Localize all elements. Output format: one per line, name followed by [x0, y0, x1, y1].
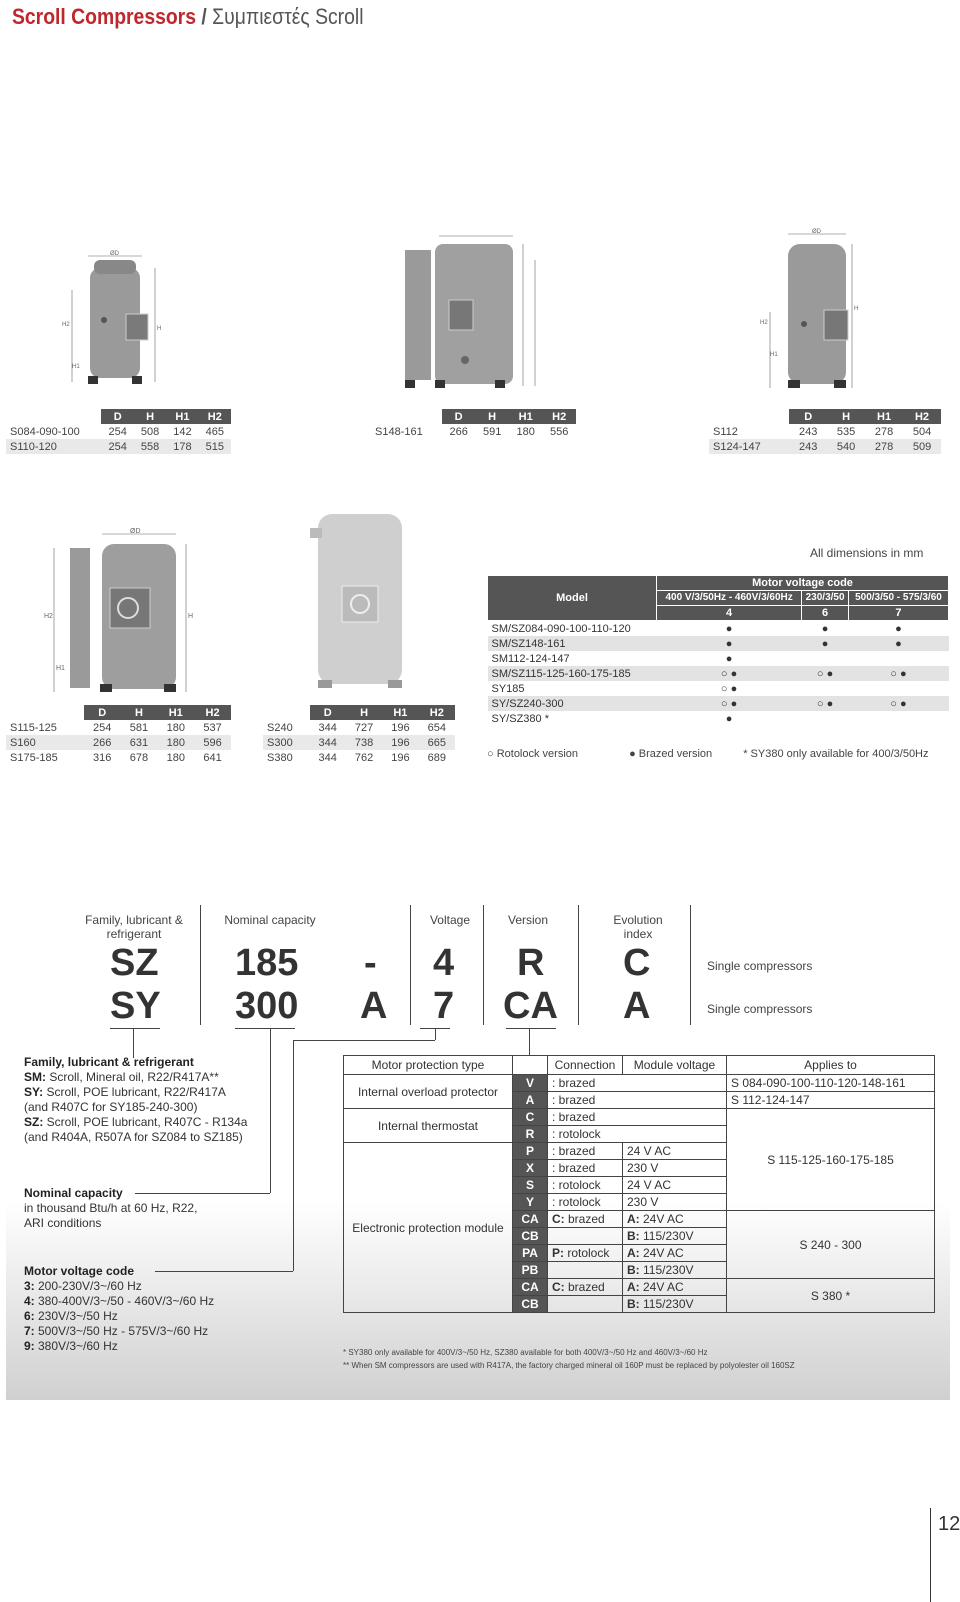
value-cell: 196: [382, 735, 418, 750]
table-row: [488, 681, 949, 696]
model-cell: S380: [267, 751, 293, 764]
header-voltage: Voltage: [429, 913, 471, 927]
value-cell: 631: [121, 735, 158, 750]
availability-cell: ●: [848, 636, 948, 651]
table-row: [488, 636, 949, 651]
connection-cell: : brazed: [548, 1143, 623, 1160]
version-code: CB: [513, 1296, 548, 1313]
value-cell: 665: [419, 735, 455, 750]
value-cell: 641: [203, 751, 222, 764]
connector-line: [270, 1028, 271, 1193]
col-header: 400 V/3/50Hz - 460V/3/60Hz: [657, 591, 802, 606]
availability-cell: [848, 711, 948, 726]
table-row: [709, 424, 941, 439]
family-explanation: [24, 1055, 247, 1145]
page-title: [12, 4, 364, 30]
col-header: D: [84, 705, 121, 720]
code-voltage-2: 7: [433, 985, 455, 1027]
version-code: PB: [513, 1262, 548, 1279]
header-family: Family, lubricant & refrigerant: [85, 913, 183, 941]
compressor-drawing-2: [395, 230, 545, 400]
model-cell: S175-185: [10, 751, 58, 764]
applies-cell: S 380 *: [727, 1279, 935, 1313]
legend-brazed: ● Brazed version: [629, 748, 713, 760]
code-version-1: R: [517, 942, 545, 984]
value-cell: 278: [874, 425, 894, 438]
voltage-group-header: Motor voltage code: [657, 576, 949, 591]
value-cell: 689: [427, 751, 446, 764]
drawing-label: ØD: [110, 251, 119, 257]
page-number-divider: [930, 1508, 931, 1602]
availability-cell: ○ ●: [720, 682, 738, 695]
compressor-drawing-4: [40, 528, 200, 703]
availability-cell: ○ ●: [848, 696, 948, 711]
footnote-1: * SY380 only available for 400V/3~/50 Hz, SZ380 available for both 400V/3~/50 Hz and 460V/3~/60 Hz: [343, 1348, 708, 1357]
connector-line: [293, 1040, 435, 1041]
drawing-label: H: [188, 613, 194, 620]
col-header: H1: [509, 409, 543, 424]
col-header: H1: [157, 705, 194, 720]
capacity-line: in thousand Btu/h at 60 Hz, R22,: [24, 1201, 198, 1215]
table-row: [371, 424, 576, 439]
connector-line: [110, 1028, 160, 1029]
version-code: PA: [513, 1245, 548, 1262]
title-separator: /: [201, 4, 207, 29]
compressor-drawing-1: [60, 250, 170, 400]
model-cell: SM/SZ148-161: [488, 636, 657, 651]
drawing-label: H1: [72, 364, 80, 370]
version-code: A: [513, 1092, 548, 1109]
availability-cell: [802, 651, 849, 666]
model-cell: SM112-124-147: [491, 652, 570, 665]
footnote-2: ** When SM compressors are used with R417A, the factory charged mineral oil 160P must be replaced by polyolester oil 160SZ: [343, 1361, 795, 1370]
table-header-row: [6, 705, 231, 720]
connection-cell: : brazed: [548, 1092, 727, 1109]
dimension-table-4: [6, 705, 231, 765]
table-row: [344, 1075, 935, 1092]
version-code: CB: [513, 1228, 548, 1245]
model-cell: SY185: [491, 682, 525, 695]
code-capacity-2: 300: [235, 985, 299, 1027]
table-header-row: [6, 409, 231, 424]
connector-line: [293, 1040, 294, 1271]
connection-cell: P: rotolock: [548, 1245, 623, 1262]
col-header: D: [310, 705, 346, 720]
value-cell: 465: [205, 425, 224, 438]
availability-cell: ●: [725, 622, 733, 635]
title-greek: Συμπιεστές Scroll: [212, 4, 364, 29]
connection-cell: C: brazed: [548, 1279, 623, 1296]
code-capacity-1: 185: [235, 942, 299, 984]
value-cell: 738: [346, 735, 382, 750]
capacity-explanation: [24, 1186, 197, 1231]
table-header-row: [344, 1056, 935, 1075]
col-header: 230/3/50: [802, 591, 849, 606]
legend-note: * SY380 only available for 400/3/50Hz: [743, 748, 929, 760]
compressor-drawing-3: [760, 228, 870, 398]
value-cell: 243: [798, 425, 818, 438]
value-cell: 142: [173, 425, 192, 438]
model-cell: S148-161: [375, 425, 423, 438]
col-header: H2: [199, 409, 231, 424]
code-evolution-2: A: [623, 985, 651, 1027]
value-cell: 509: [903, 439, 941, 454]
version-code: X: [513, 1160, 548, 1177]
connection-cell: : brazed: [548, 1109, 727, 1126]
connection-cell: : rotolock: [548, 1177, 623, 1194]
version-code: CA: [513, 1279, 548, 1296]
drawing-label: H: [854, 306, 859, 312]
col-header: H1: [166, 409, 198, 424]
availability-cell: ●: [725, 712, 733, 725]
applies-cell: S 084-090-100-110-120-148-161: [727, 1075, 935, 1092]
connector-line: [529, 1028, 530, 1055]
availability-cell: ●: [802, 636, 849, 651]
table-row: [6, 439, 231, 454]
model-cell: S160: [6, 735, 84, 750]
availability-cell: [848, 651, 948, 666]
header-evolution: Evolution index: [613, 913, 663, 941]
table-row: [263, 735, 455, 750]
value-cell: 344: [318, 751, 337, 764]
col-header: Applies to: [727, 1056, 935, 1075]
value-cell: 344: [310, 735, 346, 750]
module-cell: A: 24V AC: [623, 1211, 727, 1228]
value-cell: 344: [318, 721, 337, 734]
col-header: H2: [419, 705, 455, 720]
value-cell: 556: [550, 425, 569, 438]
code-dash-1: -: [364, 942, 377, 984]
model-header: Model: [488, 576, 657, 621]
applies-cell: S 112-124-147: [727, 1092, 935, 1109]
col-header: H2: [194, 705, 231, 720]
col-header: H2: [903, 409, 941, 424]
code-voltage-1: 4: [433, 942, 455, 984]
col-header: H2: [542, 409, 576, 424]
title-english: Scroll Compressors: [12, 4, 196, 29]
table-row: [488, 651, 949, 666]
model-cell: SM/SZ084-090-100-110-120: [491, 622, 631, 635]
table-row: [488, 711, 949, 726]
dimension-table-3: [709, 409, 941, 454]
value-cell: 558: [134, 439, 166, 454]
connector-line: [235, 1028, 295, 1029]
connector-line: [506, 1028, 556, 1029]
connector-line: [133, 1028, 134, 1058]
protection-type: Internal thermostat: [344, 1109, 513, 1143]
value-cell: 591: [482, 425, 502, 438]
applies-cell: S 240 - 300: [727, 1211, 935, 1279]
connection-cell: C: brazed: [548, 1211, 623, 1228]
availability-cell: [802, 681, 849, 696]
availability-cell: ○ ●: [657, 696, 802, 711]
col-header: H: [475, 409, 509, 424]
capacity-line: ARI conditions: [24, 1216, 102, 1230]
code-evolution-1: C: [623, 942, 651, 984]
value-cell: 266: [84, 735, 121, 750]
model-cell: S112: [713, 425, 738, 438]
table-row: [6, 750, 231, 765]
availability-cell: ○ ●: [657, 666, 802, 681]
availability-cell: ○ ●: [802, 696, 849, 711]
value-cell: 180: [166, 751, 185, 764]
table-row: [488, 666, 949, 681]
dimensions-note: All dimensions in mm: [810, 546, 924, 560]
col-index: 6: [802, 606, 849, 621]
availability-cell: ●: [821, 622, 829, 635]
value-cell: 504: [912, 425, 932, 438]
module-cell: 24 V AC: [623, 1143, 727, 1160]
model-cell: SY/SZ380 *: [491, 712, 549, 725]
drawing-label: H1: [770, 352, 778, 358]
value-cell: 537: [203, 721, 222, 734]
value-cell: 254: [93, 721, 112, 734]
col-header: D: [442, 409, 476, 424]
drawing-label: ØD: [130, 528, 141, 535]
table-row: [709, 439, 941, 454]
value-cell: 266: [449, 425, 468, 438]
dimension-table-5: [263, 705, 455, 765]
value-cell: 196: [391, 721, 410, 734]
voltage-line: 3: 200-230V/3~/60 Hz: [24, 1279, 142, 1293]
module-cell: B: 115/230V: [623, 1262, 727, 1279]
module-cell: B: 115/230V: [623, 1228, 727, 1245]
model-cell: S084-090-100: [10, 425, 80, 438]
model-cell: S115-125: [10, 721, 57, 734]
drawing-label: H2: [760, 320, 768, 326]
code-version-2: CA: [503, 985, 558, 1027]
version-code: S: [513, 1177, 548, 1194]
col-header: Connection: [548, 1056, 623, 1075]
value-cell: 508: [140, 425, 160, 438]
protection-type: Electronic protection module: [344, 1143, 513, 1313]
family-line: (and R404A, R507A for SZ084 to SZ185): [24, 1130, 243, 1144]
connection-cell: : rotolock: [548, 1126, 727, 1143]
col-header: D: [101, 409, 133, 424]
applies-cell: S 115-125-160-175-185: [727, 1109, 935, 1211]
col-header: H: [346, 705, 382, 720]
version-code: V: [513, 1075, 548, 1092]
model-cell: SY/SZ240-300: [488, 696, 657, 711]
value-cell: 654: [427, 721, 446, 734]
family-line: SY: Scroll, POE lubricant, R22/R417A: [24, 1085, 226, 1099]
motor-protection-table: [343, 1055, 935, 1313]
code-family-2: SY: [110, 985, 161, 1027]
table-header-row: [371, 409, 576, 424]
availability-cell: ●: [895, 622, 902, 635]
value-cell: 278: [865, 439, 903, 454]
table-header-row: [709, 409, 941, 424]
module-cell: B: 115/230V: [623, 1296, 727, 1313]
voltage-legend: [487, 748, 937, 760]
availability-cell: [802, 711, 849, 726]
availability-cell: [848, 681, 948, 696]
dimension-table-2: [371, 409, 576, 439]
divider: [410, 905, 411, 1025]
value-cell: 316: [93, 751, 112, 764]
value-cell: 178: [166, 439, 198, 454]
value-cell: 581: [129, 721, 149, 734]
divider: [200, 905, 201, 1025]
connector-line: [435, 1028, 436, 1040]
divider: [483, 905, 484, 1025]
drawing-label: H2: [62, 322, 70, 328]
table-row: [263, 750, 455, 765]
divider: [578, 905, 579, 1025]
connection-cell: : brazed: [548, 1160, 623, 1177]
col-index: 4: [657, 606, 802, 621]
availability-cell: ●: [725, 652, 733, 665]
code-note-2: Single compressors: [707, 1002, 813, 1016]
value-cell: 535: [836, 425, 856, 438]
dimension-table-1: [6, 409, 231, 454]
model-cell: S300: [263, 735, 310, 750]
model-cell: S110-120: [6, 439, 101, 454]
connection-cell: : rotolock: [548, 1194, 623, 1211]
voltage-title: Motor voltage code: [24, 1264, 135, 1278]
col-header: Motor protection type: [344, 1056, 513, 1075]
value-cell: 254: [108, 425, 127, 438]
version-code: P: [513, 1143, 548, 1160]
module-cell: 230 V: [623, 1194, 727, 1211]
code-note-1: Single compressors: [707, 959, 813, 973]
connection-cell: : brazed: [548, 1075, 727, 1092]
table-header-row: [263, 705, 455, 720]
table-row: [263, 720, 455, 735]
col-header: 500/3/50 - 575/3/60: [848, 591, 948, 606]
family-line: (and R407C for SY185-240-300): [24, 1100, 198, 1114]
legend-rotolock: ○ Rotolock version: [487, 748, 579, 760]
col-header: H: [827, 409, 865, 424]
protection-type: Internal overload protector: [344, 1075, 513, 1109]
model-cell: S240: [267, 721, 293, 734]
compressor-drawing-5: [300, 510, 420, 690]
motor-voltage-table: [487, 575, 949, 726]
value-cell: 596: [194, 735, 231, 750]
col-header: H: [134, 409, 166, 424]
version-code: R: [513, 1126, 548, 1143]
value-cell: 180: [157, 735, 194, 750]
table-row: [488, 696, 949, 711]
col-index: 7: [848, 606, 948, 621]
code-dash-2: A: [360, 985, 388, 1027]
header-version: Version: [507, 913, 549, 927]
value-cell: 540: [827, 439, 865, 454]
family-line: SZ: Scroll, POE lubricant, R407C - R134a: [24, 1115, 248, 1129]
family-title: Family, lubricant & refrigerant: [24, 1055, 194, 1069]
value-cell: 196: [391, 751, 410, 764]
drawing-label: ØD: [812, 229, 821, 235]
value-cell: 515: [199, 439, 231, 454]
model-cell: SM/SZ115-125-160-175-185: [488, 666, 657, 681]
voltage-line: 6: 230V/3~/50 Hz: [24, 1309, 118, 1323]
table-row: [344, 1109, 935, 1126]
col-header: D: [789, 409, 827, 424]
col-header: H: [121, 705, 158, 720]
availability-cell: ○ ●: [848, 666, 948, 681]
voltage-line: 4: 380-400V/3~/50 - 460V/3~/60 Hz: [24, 1294, 215, 1308]
col-header: H1: [865, 409, 903, 424]
module-cell: 24 V AC: [623, 1177, 727, 1194]
drawing-label: H2: [44, 613, 53, 620]
value-cell: 762: [354, 751, 374, 764]
voltage-line: 7: 500V/3~/50 Hz - 575V/3~/60 Hz: [24, 1324, 209, 1338]
drawing-label: H1: [56, 665, 65, 672]
version-code: Y: [513, 1194, 548, 1211]
value-cell: 727: [354, 721, 374, 734]
header-capacity: Nominal capacity: [224, 913, 316, 927]
version-code: CA: [513, 1211, 548, 1228]
voltage-line: 9: 380V/3~/60 Hz: [24, 1339, 118, 1353]
availability-cell: ○ ●: [802, 666, 849, 681]
value-cell: 678: [129, 751, 149, 764]
value-cell: 243: [789, 439, 827, 454]
col-header: H1: [382, 705, 418, 720]
value-cell: 180: [516, 425, 535, 438]
table-row: [6, 424, 231, 439]
value-cell: 180: [166, 721, 185, 734]
voltage-explanation: [24, 1264, 214, 1354]
table-row: [6, 735, 231, 750]
col-header: Module voltage: [623, 1056, 727, 1075]
divider: [690, 905, 691, 1025]
module-cell: 230 V: [623, 1160, 727, 1177]
table-header-row: [488, 576, 949, 591]
table-row: [488, 621, 949, 637]
page-number: 12: [938, 1513, 960, 1535]
value-cell: 254: [101, 439, 133, 454]
table-row: [6, 720, 231, 735]
model-cell: S124-147: [709, 439, 789, 454]
drawing-label: H: [157, 326, 162, 332]
version-code: C: [513, 1109, 548, 1126]
family-line: SM: Scroll, Mineral oil, R22/R417A**: [24, 1070, 219, 1084]
module-cell: A: 24V AC: [623, 1245, 727, 1262]
capacity-title: Nominal capacity: [24, 1186, 123, 1200]
availability-cell: ●: [657, 636, 802, 651]
module-cell: A: 24V AC: [623, 1279, 727, 1296]
code-family-1: SZ: [110, 942, 159, 984]
